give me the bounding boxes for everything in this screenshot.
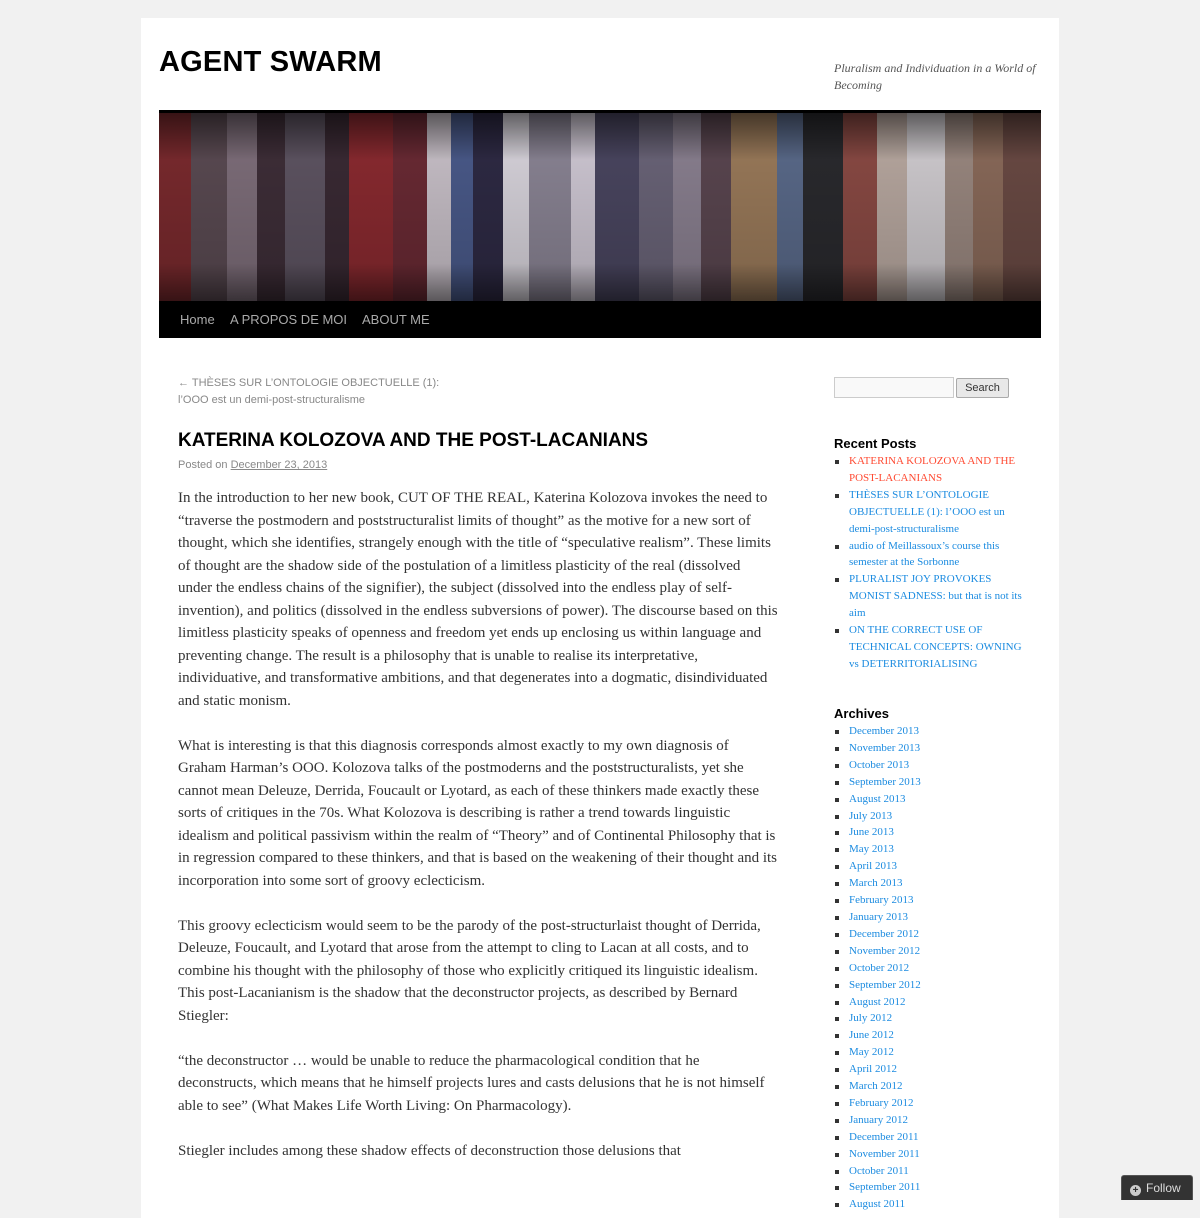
archive-link[interactable]: January 2013: [834, 909, 1024, 926]
bookshelf-image: [159, 113, 1041, 301]
archive-link[interactable]: September 2013: [834, 774, 1024, 791]
site-title[interactable]: AGENT SWARM: [159, 46, 382, 78]
previous-post-title-line1[interactable]: THÈSES SUR L’ONTOLOGIE OBJECTUELLE (1):: [191, 377, 440, 389]
archive-link[interactable]: September 2012: [834, 977, 1024, 994]
recent-post-link[interactable]: KATERINA KOLOZOVA AND THE POST-LACANIANS: [834, 453, 1024, 487]
recent-posts-widget: [834, 436, 1024, 673]
archive-link[interactable]: November 2011: [834, 1146, 1024, 1163]
follow-label: Follow: [1146, 1181, 1181, 1195]
post-paragraph: This groovy eclecticism would seem to be the parody of the post-structurlaist thought of Derrida, Deleuze, Foucault, and Lyotard that arose from the attempt to cling to Lacan at all costs, and to combine his thought with the philosophy of those who explicitly critiqued its linguistic idealism. This post-Lacanianism is the shadow that the deconstructor projects, as described by Bernard Stiegler:: [178, 917, 761, 1024]
archive-link[interactable]: April 2012: [834, 1061, 1024, 1078]
archive-link[interactable]: August 2012: [834, 994, 1024, 1011]
plus-circle-icon: +: [1130, 1185, 1141, 1196]
archive-link[interactable]: November 2012: [834, 943, 1024, 960]
archive-link[interactable]: December 2011: [834, 1129, 1024, 1146]
archive-link[interactable]: October 2011: [834, 1163, 1024, 1180]
recent-post-link[interactable]: audio of Meillassoux’s course this semester at the Sorbonne: [834, 538, 1024, 572]
search-input[interactable]: [834, 377, 954, 398]
archives-list: [834, 723, 1024, 1213]
archives-widget: [834, 706, 1024, 1213]
post-meta: [178, 459, 778, 471]
archive-link[interactable]: October 2013: [834, 757, 1024, 774]
recent-posts-list: [834, 453, 1024, 673]
post-body: [178, 487, 778, 1162]
header-image[interactable]: [159, 113, 1041, 301]
previous-post-link[interactable]: [178, 375, 478, 409]
archive-link[interactable]: December 2012: [834, 926, 1024, 943]
post-paragraph: What is interesting is that this diagnosis corresponds almost exactly to my own diagnosis of Graham Harman’s OOO. Kolozova talks of the postmoderns and the poststructuralists, yet she cannot mean Deleuze, Derrida, Foucault or Lyotard, as each of these thinkers made exactly these sorts of critiques in the 70s. What Kolozova is describing is rather a trend towards linguistic idealism and political passivism within the realm of “Theory” and of Continental Philosophy that is in regression compared to these thinkers, and that is based on the weakening of their thought and its incorporation into some sort of groovy eclecticism.: [178, 737, 778, 889]
nav-home[interactable]: Home: [180, 312, 215, 327]
recent-posts-title: Recent Posts: [834, 436, 917, 451]
recent-post-link[interactable]: THÈSES SUR L’ONTOLOGIE OBJECTUELLE (1): l’OOO est un demi-post-structuralisme: [834, 487, 1024, 538]
arrow-left-icon: ←: [178, 377, 189, 389]
archive-link[interactable]: July 2012: [834, 1010, 1024, 1027]
archive-link[interactable]: November 2013: [834, 740, 1024, 757]
archive-link[interactable]: September 2011: [834, 1179, 1024, 1196]
nav-about-me[interactable]: ABOUT ME: [362, 312, 430, 327]
archive-link[interactable]: July 2013: [834, 808, 1024, 825]
archive-link[interactable]: February 2013: [834, 892, 1024, 909]
archive-link[interactable]: March 2012: [834, 1078, 1024, 1095]
recent-post-link[interactable]: ON THE CORRECT USE OF TECHNICAL CONCEPTS: OWNING vs DETERRITORIALISING: [834, 622, 1024, 673]
post-paragraph: In the introduction to her new book, CUT OF THE REAL, Katerina Kolozova invokes the need to “traverse the postmodern and poststructuralist limits of thought” as the motive for a new sort of thought, which she identifies, strangely enough with the title of “speculative realism”. These limits of thought are the shadow side of the postulation of a limitless plasticity of the real (dissolved under the endless chains of the signifier), the subject (dissolved into the endless play of self-invention), and politics (dissolved in the endless subversions of power). The discourse based on this limitless plasticity speaks of openness and freedom yet ends up enclosing us within language and preventing change. The result is a philosophy that is unable to realise its interpretative, individuative, and transformative ambitions, and that degenerates into a dogmatic, disindividuated and static monism.: [178, 490, 778, 709]
archive-link[interactable]: May 2012: [834, 1044, 1024, 1061]
post-paragraph: Stiegler includes among these shadow effects of deconstruction those delusions that: [178, 1142, 681, 1159]
post-date-link[interactable]: December 23, 2013: [230, 459, 328, 471]
archive-link[interactable]: April 2013: [834, 858, 1024, 875]
archive-link[interactable]: March 2013: [834, 875, 1024, 892]
archive-link[interactable]: May 2013: [834, 841, 1024, 858]
follow-button[interactable]: [1121, 1175, 1193, 1200]
post-title[interactable]: KATERINA KOLOZOVA AND THE POST-LACANIANS: [178, 430, 649, 451]
archive-link[interactable]: January 2012: [834, 1112, 1024, 1129]
archive-link[interactable]: February 2012: [834, 1095, 1024, 1112]
recent-post-link[interactable]: PLURALIST JOY PROVOKES MONIST SADNESS: but that is not its aim: [834, 571, 1024, 622]
archive-link[interactable]: June 2013: [834, 824, 1024, 841]
archive-link[interactable]: December 2013: [834, 723, 1024, 740]
previous-post-title-line2[interactable]: l’OOO est un demi-post-structuralisme: [178, 394, 366, 406]
archive-link[interactable]: October 2012: [834, 960, 1024, 977]
site-description: Pluralism and Individuation in a World of Becoming: [834, 61, 1036, 92]
page-wrapper: [141, 18, 1059, 1218]
archive-link[interactable]: June 2012: [834, 1027, 1024, 1044]
archive-link[interactable]: August 2011: [834, 1196, 1024, 1213]
posted-on-label: Posted on: [178, 459, 228, 471]
archive-link[interactable]: August 2013: [834, 791, 1024, 808]
nav-a-propos-de-moi[interactable]: A PROPOS DE MOI: [230, 312, 348, 327]
post-quote: “the deconstructor … would be unable to reduce the pharmacological condition that he deconstructs, which means that he himself projects lures and casts delusions that he is not himself able to see” (What Makes Life Worth Living: On Pharmacology).: [178, 1052, 765, 1114]
main-content: [178, 375, 778, 1185]
main-navigation: [159, 301, 1041, 338]
archives-title: Archives: [834, 706, 889, 721]
search-button[interactable]: Search: [956, 378, 1009, 398]
